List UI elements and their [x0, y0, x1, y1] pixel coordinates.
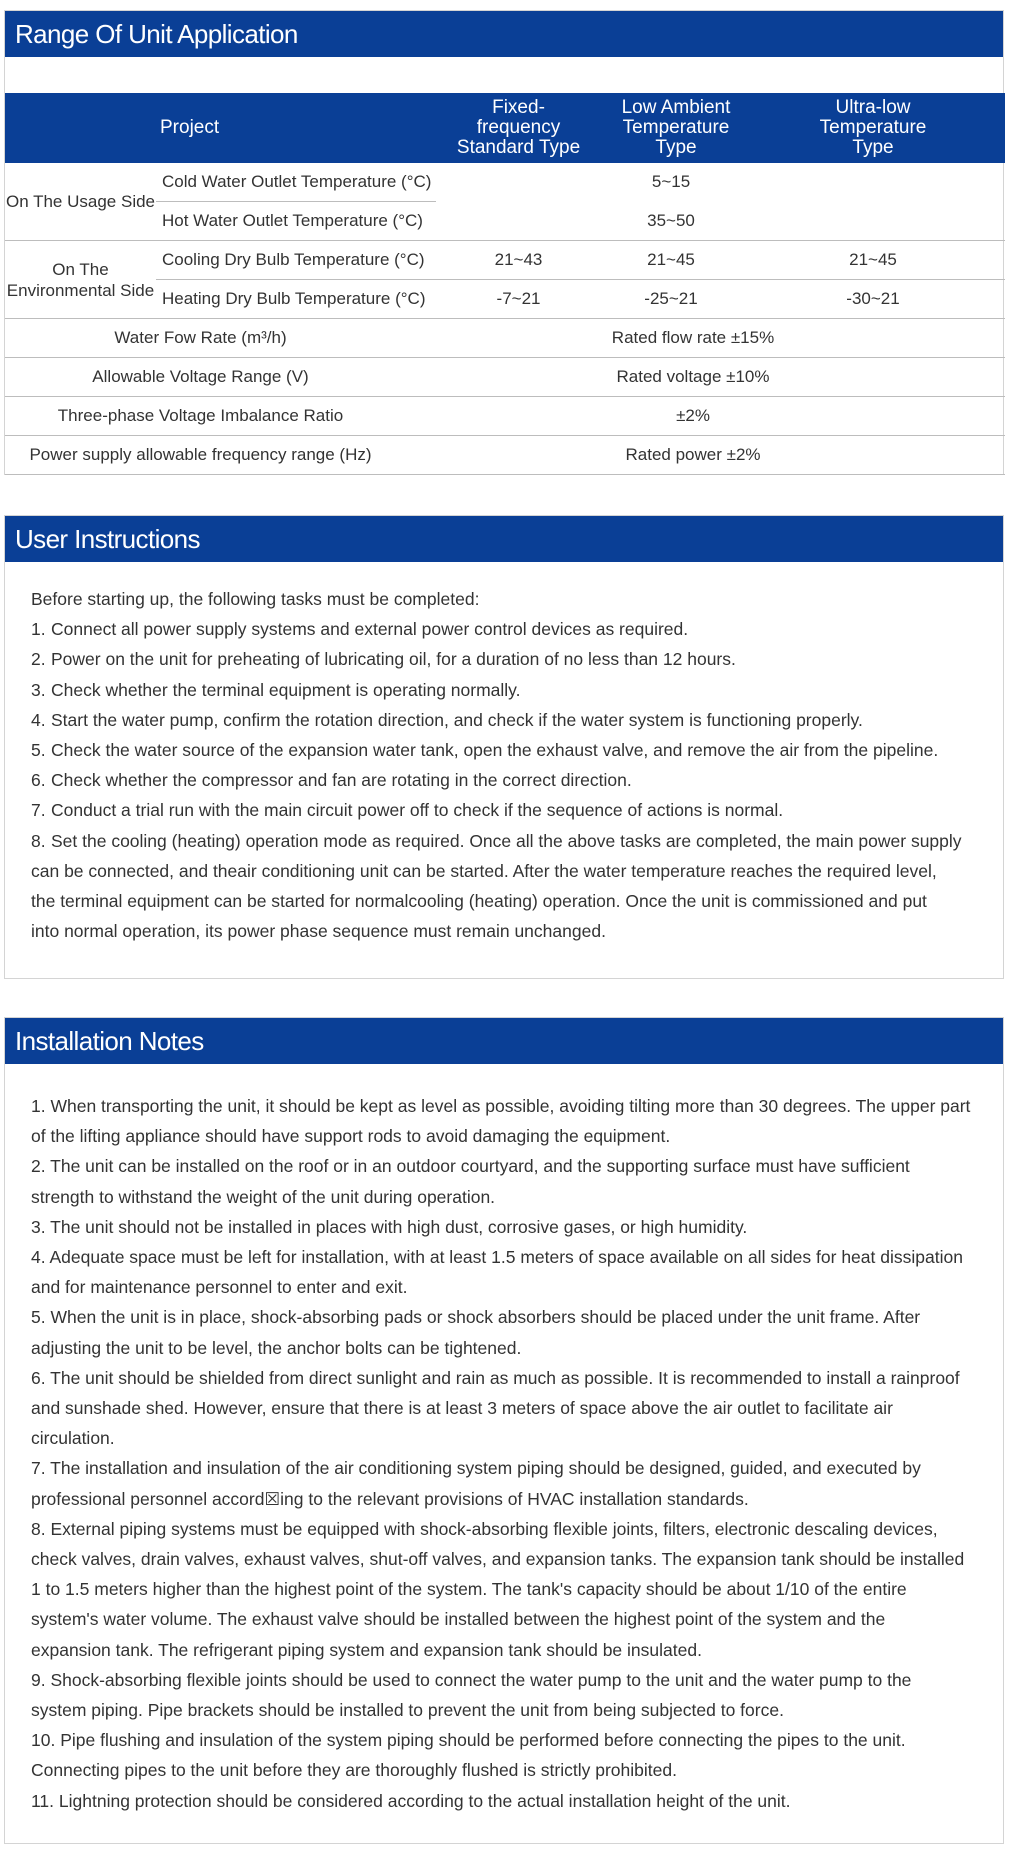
- cell-value: -25~21: [601, 280, 741, 319]
- list-item: 5. Check the water source of the expansion water tank, open the exhaust valve, and remove the air from the pipeline.: [31, 740, 939, 761]
- note-line: system piping. Pipe brackets should be installed to prevent the unit from being subjected to force.: [31, 1700, 784, 1721]
- cell-value: ±2%: [436, 397, 1005, 436]
- note-line: and for maintenance personnel to enter and exit.: [31, 1277, 408, 1298]
- list-item-continuation: can be connected, and theair conditioning unit can be started. After the water temperature reaches the required level,: [31, 860, 937, 881]
- note-line: 4. Adequate space must be left for installation, with at least 1.5 meters of space available on all sides for heat dissipation: [31, 1247, 963, 1268]
- instructions-intro: Before starting up, the following tasks must be completed:: [31, 589, 480, 609]
- row-label: Allowable Voltage Range (V): [5, 358, 436, 397]
- cell-value: Rated voltage ±10%: [436, 358, 1005, 397]
- row-label: Three-phase Voltage Imbalance Ratio: [5, 397, 436, 436]
- note-line: 8. External piping systems must be equipped with shock-absorbing flexible joints, filters, electronic descaling devices,: [31, 1518, 938, 1539]
- table-row: [5, 241, 1005, 280]
- list-item: 1. Connect all power supply systems and external power control devices as required.: [31, 619, 689, 640]
- list-item: 8. Set the cooling (heating) operation mode as required. Once all the above tasks are completed, the main power supply: [31, 830, 962, 851]
- installation-notes-section: [4, 1017, 1004, 1844]
- table-row: [5, 436, 1005, 475]
- list-item: 3. Check whether the terminal equipment is operating normally.: [31, 679, 521, 700]
- note-line: 11. Lightning protection should be considered according to the actual installation height of the unit.: [31, 1790, 791, 1811]
- header-low-ambient: Low Ambient Temperature Type: [601, 93, 741, 163]
- note-line: strength to withstand the weight of the unit during operation.: [31, 1186, 496, 1207]
- note-line: circulation.: [31, 1428, 115, 1449]
- row-label: Water Fow Rate (m³/h): [5, 319, 436, 358]
- cell-value: 35~50: [601, 202, 741, 241]
- note-line: 10. Pipe flushing and insulation of the system piping should be performed before connecting the pipes to the unit.: [31, 1730, 906, 1751]
- section-title-user-instructions: User Instructions: [5, 516, 1003, 562]
- list-item-continuation: into normal operation, its power phase sequence must remain unchanged.: [31, 921, 606, 942]
- note-line: Connecting pipes to the unit before they are thoroughly flushed is strictly prohibited.: [31, 1760, 677, 1781]
- note-line: 7. The installation and insulation of the air conditioning system piping should be designed, guided, and executed by: [31, 1458, 921, 1479]
- cell-value: [741, 163, 1005, 202]
- table-row: [5, 358, 1005, 397]
- cell-value: -30~21: [741, 280, 1005, 319]
- note-line: 1 to 1.5 meters higher than the highest point of the system. The tank's capacity should be about 1/10 of the entire: [31, 1579, 907, 1600]
- note-line: adjusting the unit to be level, the anchor bolts can be tightened.: [31, 1337, 522, 1358]
- installation-notes-body: [5, 1064, 1003, 1816]
- range-table: [5, 93, 1005, 475]
- list-item: 6. Check whether the compressor and fan are rotating in the correct direction.: [31, 770, 632, 791]
- list-item: 7. Conduct a trial run with the main circuit power off to check if the sequence of actions is normal.: [31, 800, 784, 821]
- note-line: of the lifting appliance should have support rods to avoid damaging the equipment.: [31, 1126, 671, 1147]
- header-project: Project: [5, 93, 436, 163]
- note-line: system's water volume. The exhaust valve should be installed between the highest point of the system and the: [31, 1609, 886, 1630]
- note-line: 6. The unit should be shielded from direct sunlight and rain as much as possible. It is recommended to install a rainproof: [31, 1367, 960, 1388]
- user-instructions-section: [4, 515, 1004, 979]
- cell-value: Rated power ±2%: [436, 436, 1005, 475]
- cell-value: 21~45: [741, 241, 1005, 280]
- table-row: [5, 397, 1005, 436]
- row-label: Cold Water Outlet Temperature (°C): [156, 163, 436, 202]
- list-item: 2. Power on the unit for preheating of lubricating oil, for a duration of no less than 12 hours.: [31, 649, 736, 670]
- cell-value: -7~21: [436, 280, 601, 319]
- cell-value: Rated flow rate ±15%: [436, 319, 1005, 358]
- row-label: Power supply allowable frequency range (Hz): [5, 436, 436, 475]
- table-header-row: [5, 93, 1005, 163]
- note-line: 2. The unit can be installed on the roof or in an outdoor courtyard, and the supporting surface must have sufficient: [31, 1156, 910, 1177]
- note-line: check valves, drain valves, exhaust valves, shut-off valves, and expansion tanks. The expansion tank should be installed: [31, 1549, 965, 1570]
- user-instructions-body: [5, 562, 1003, 946]
- header-ultra-low: Ultra-low Temperature Type: [741, 93, 1005, 163]
- row-label: Heating Dry Bulb Temperature (°C): [156, 280, 436, 319]
- group-environmental-side: On The Environmental Side: [5, 241, 156, 319]
- cell-value: [436, 202, 601, 241]
- cell-value: [436, 163, 601, 202]
- note-line: and sunshade shed. However, ensure that there is at least 3 meters of space above the air outlet to facilitate air: [31, 1398, 893, 1419]
- table-row: [5, 163, 1005, 202]
- note-line: 5. When the unit is in place, shock-absorbing pads or shock absorbers should be placed under the unit frame. After: [31, 1307, 921, 1328]
- list-item: 4. Start the water pump, confirm the rotation direction, and check if the water system is functioning properly.: [31, 709, 863, 730]
- range-of-application-section: [4, 10, 1004, 475]
- list-item-continuation: the terminal equipment can be started for normalcooling (heating) operation. Once the unit is commissioned and put: [31, 891, 927, 912]
- note-line: 9. Shock-absorbing flexible joints should be used to connect the water pump to the unit and the water pump to the: [31, 1669, 912, 1690]
- note-line: 1. When transporting the unit, it should be kept as level as possible, avoiding tilting more than 30 degrees. The upper part: [31, 1096, 971, 1116]
- row-label: Hot Water Outlet Temperature (°C): [156, 202, 436, 241]
- cell-value: 5~15: [651, 172, 691, 192]
- note-line: professional personnel accord☒ing to the relevant provisions of HVAC installation standards.: [31, 1488, 749, 1509]
- cell-value: 21~45: [601, 241, 741, 280]
- table-row: [5, 319, 1005, 358]
- header-fixed-frequency: Fixed-frequency Standard Type: [436, 93, 601, 163]
- note-line: 3. The unit should not be installed in places with high dust, corrosive gases, or high humidity.: [31, 1216, 748, 1237]
- note-line: expansion tank. The refrigerant piping system and expansion tank should be insulated.: [31, 1639, 702, 1660]
- group-usage-side: On The Usage Side: [5, 163, 156, 241]
- section-title-range: Range Of Unit Application: [5, 11, 1003, 57]
- section-title-installation-notes: Installation Notes: [5, 1018, 1003, 1064]
- cell-value: 21~43: [436, 241, 601, 280]
- row-label: Cooling Dry Bulb Temperature (°C): [156, 241, 436, 280]
- cell-value: [741, 202, 1005, 241]
